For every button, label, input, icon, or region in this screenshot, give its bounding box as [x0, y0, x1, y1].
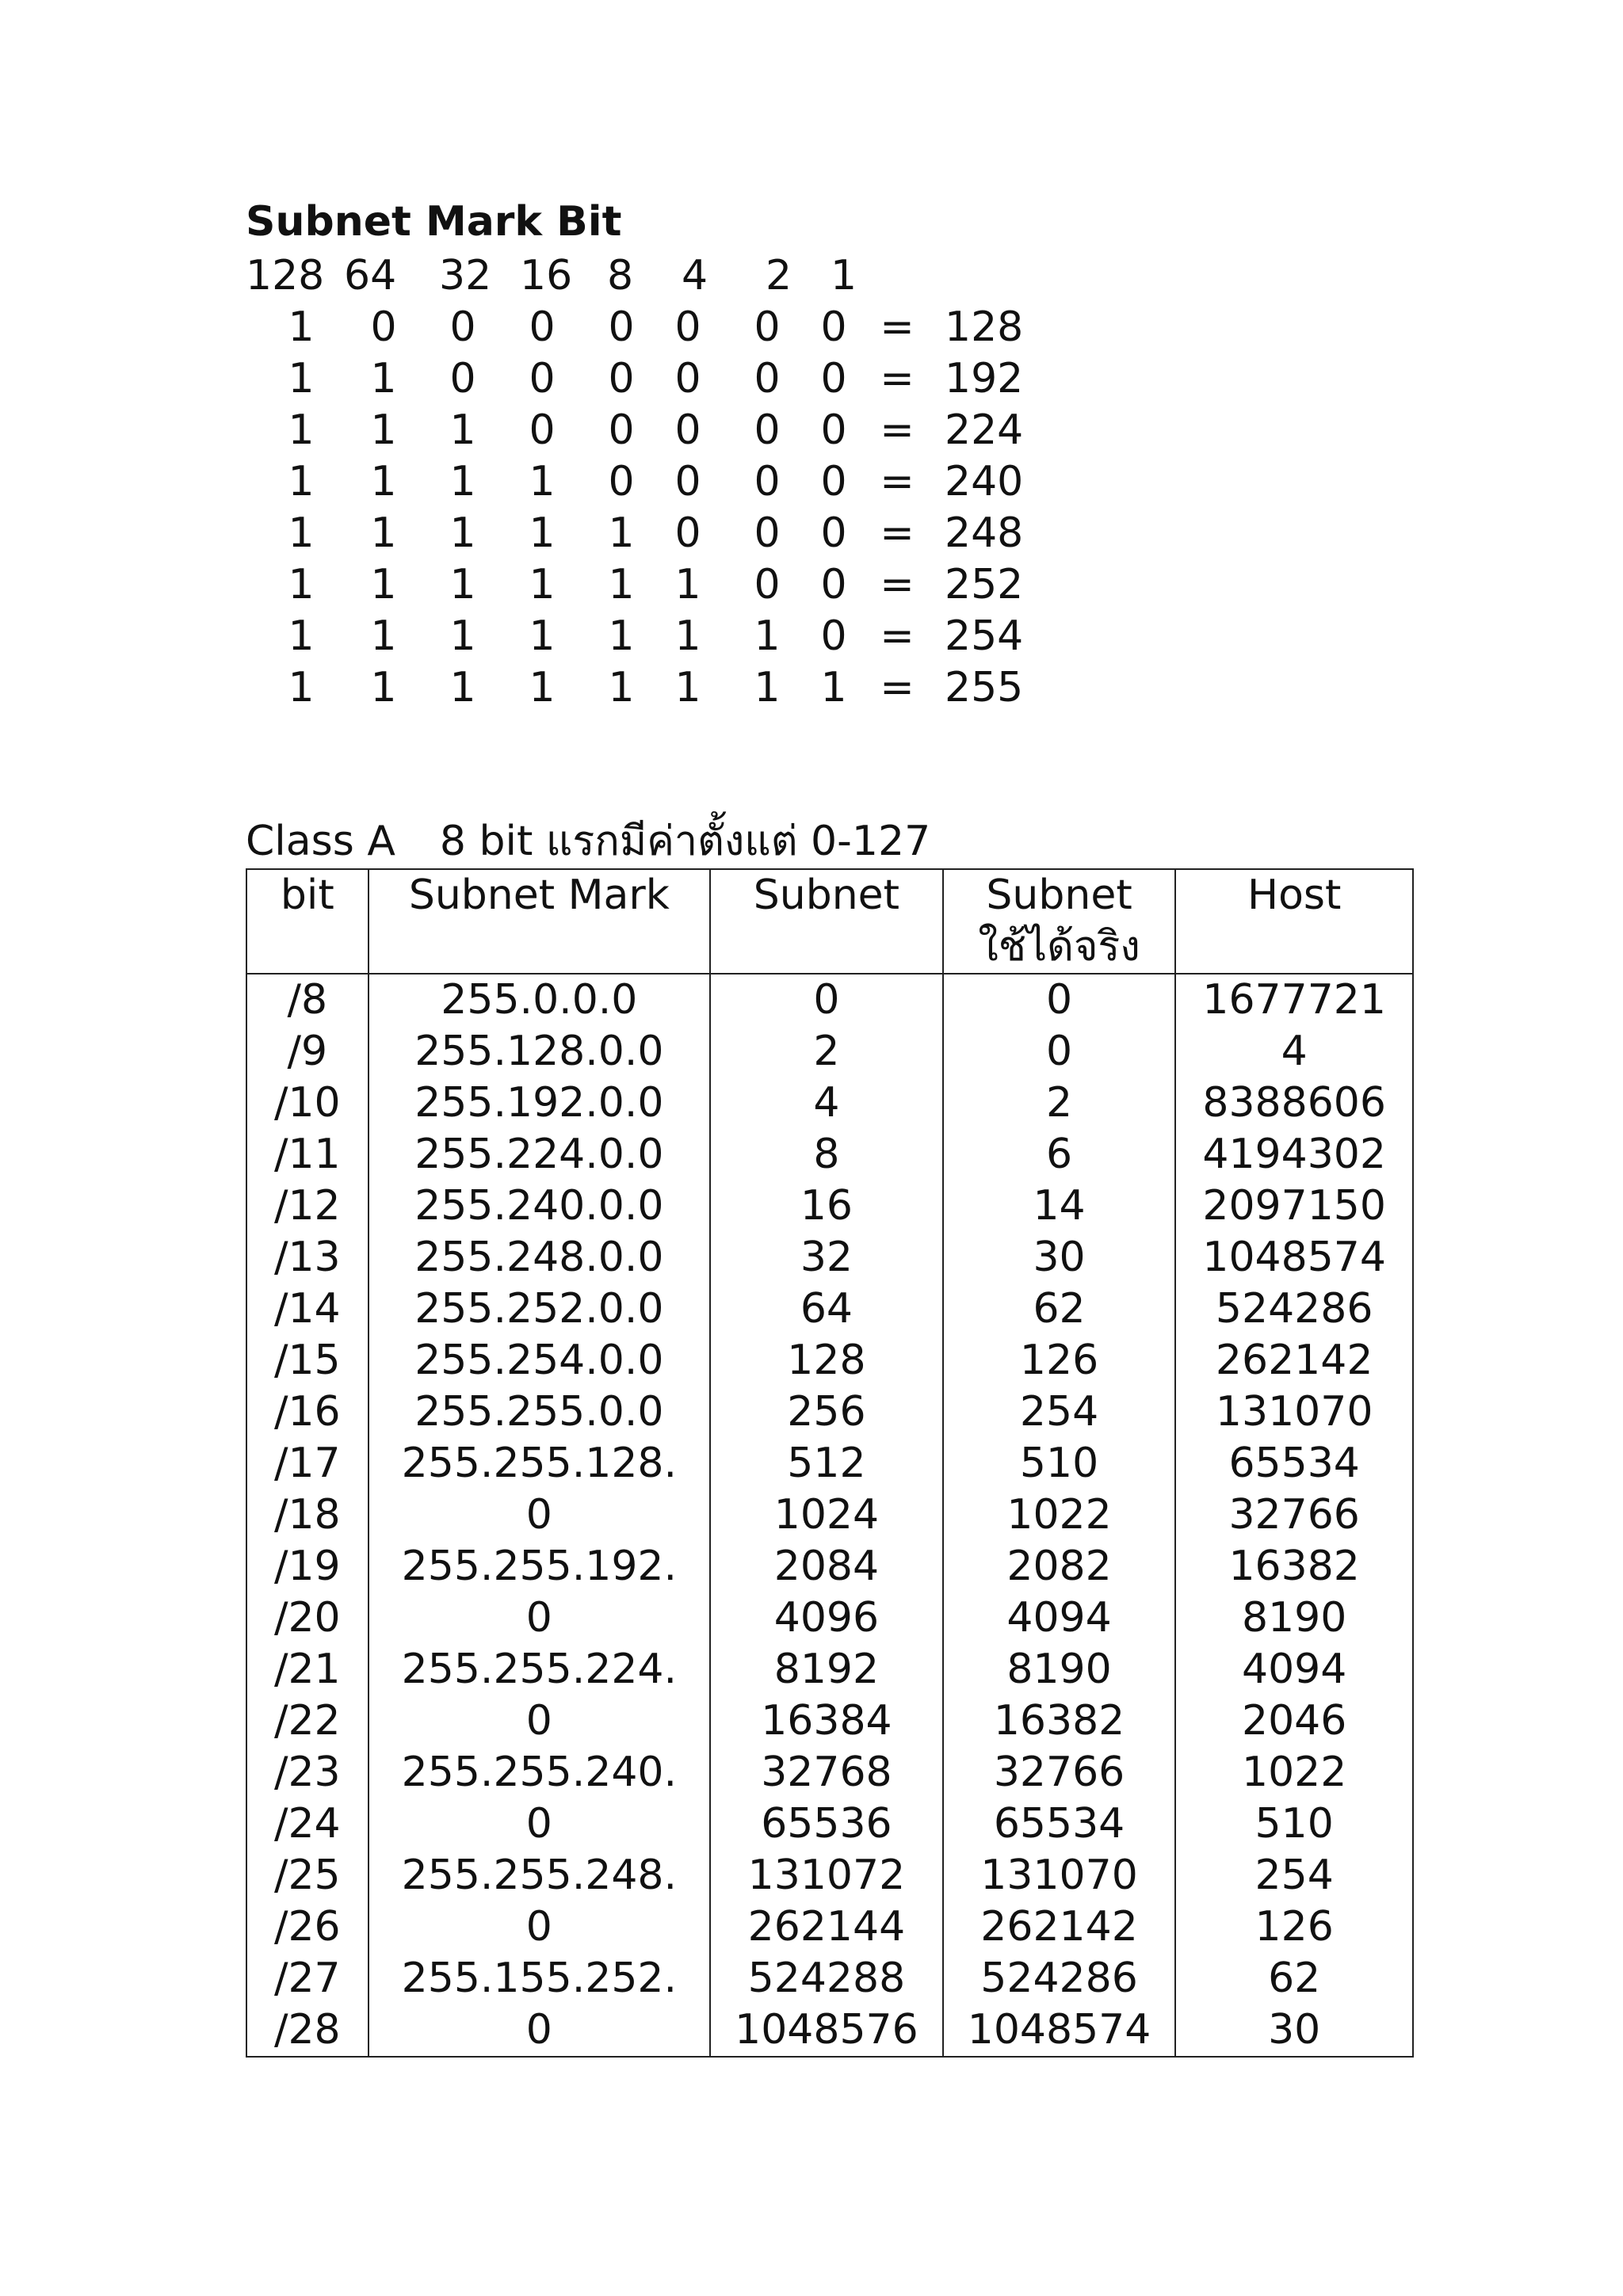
bit-weight: 64 — [344, 252, 397, 299]
cell-subnet-usable: 131070 — [943, 1850, 1176, 1901]
cell-subnet-usable: 0 — [943, 1026, 1176, 1077]
table-row — [246, 1541, 1413, 1592]
cell-subnet-mark: 0 — [369, 1489, 711, 1541]
cell-host: 4 — [1175, 1026, 1413, 1077]
bit-value: 0 — [608, 355, 635, 402]
cell-bit: /8 — [246, 974, 369, 1026]
class-label: Class A — [246, 818, 395, 865]
bit-value: 0 — [754, 303, 781, 351]
bit-value: 1 — [370, 458, 397, 505]
cell-bit: /18 — [246, 1489, 369, 1541]
bit-value: 1 — [754, 612, 781, 660]
header-subnet-usable — [943, 869, 1176, 974]
cell-bit: /28 — [246, 2004, 369, 2057]
bit-weight: 16 — [520, 252, 573, 299]
bit-value: 0 — [820, 355, 847, 402]
bit-value: 1 — [608, 664, 635, 711]
cell-subnet-mark: 255.255.192. — [369, 1541, 711, 1592]
cell-host: 16382 — [1175, 1541, 1413, 1592]
cell-subnet-usable: 16382 — [943, 1695, 1176, 1747]
cell-subnet-usable: 126 — [943, 1335, 1176, 1386]
cell-host: 1022 — [1175, 1747, 1413, 1798]
bit-value: 0 — [674, 355, 701, 402]
cell-host: 2097150 — [1175, 1180, 1413, 1232]
cell-subnet: 16384 — [710, 1695, 943, 1747]
table-header-row — [246, 869, 1413, 974]
bit-value: 0 — [820, 406, 847, 454]
table-row — [246, 1747, 1413, 1798]
bit-value: 1 — [608, 612, 635, 660]
cell-subnet: 32 — [710, 1232, 943, 1283]
bit-value: 1 — [449, 612, 476, 660]
bit-value: 0 — [608, 458, 635, 505]
table-row — [246, 1180, 1413, 1232]
bit-weight: 4 — [682, 252, 708, 299]
bit-value: 1 — [370, 664, 397, 711]
mask-octet-value: 240 — [945, 458, 1024, 505]
bit-value: 1 — [674, 664, 701, 711]
table-row — [246, 1489, 1413, 1541]
cell-subnet: 8 — [710, 1129, 943, 1180]
cell-subnet-usable: 2082 — [943, 1541, 1176, 1592]
cell-subnet-mark: 255.255.128. — [369, 1438, 711, 1489]
bit-value: 1 — [529, 664, 556, 711]
bit-value: 0 — [820, 458, 847, 505]
cell-subnet-usable: 32766 — [943, 1747, 1176, 1798]
cell-host: 524286 — [1175, 1283, 1413, 1335]
cell-subnet: 131072 — [710, 1850, 943, 1901]
cell-subnet-usable: 4094 — [943, 1592, 1176, 1644]
cell-subnet: 2084 — [710, 1541, 943, 1592]
cell-subnet-mark: 0 — [369, 1592, 711, 1644]
cell-subnet: 1024 — [710, 1489, 943, 1541]
cell-subnet: 8192 — [710, 1644, 943, 1695]
cell-subnet: 0 — [710, 974, 943, 1026]
cell-bit: /16 — [246, 1386, 369, 1438]
cell-subnet-mark: 255.255.0.0 — [369, 1386, 711, 1438]
cell-subnet: 16 — [710, 1180, 943, 1232]
table-row — [246, 1644, 1413, 1695]
bit-value: 1 — [529, 612, 556, 660]
cell-subnet: 2 — [710, 1026, 943, 1077]
cell-subnet-mark: 255.252.0.0 — [369, 1283, 711, 1335]
bit-value: 1 — [370, 509, 397, 557]
equals-sign: = — [880, 561, 915, 608]
cell-subnet-usable: 30 — [943, 1232, 1176, 1283]
mask-octet-value: 255 — [945, 664, 1024, 711]
header-subnet-usable-line1: Subnet — [986, 871, 1132, 919]
bit-value: 0 — [529, 406, 556, 454]
cell-subnet-mark: 255.128.0.0 — [369, 1026, 711, 1077]
mask-octet-value: 254 — [945, 612, 1024, 660]
cell-host: 131070 — [1175, 1386, 1413, 1438]
cell-subnet: 128 — [710, 1335, 943, 1386]
equals-sign: = — [880, 355, 915, 402]
equals-sign: = — [880, 664, 915, 711]
bit-value: 1 — [288, 355, 315, 402]
cell-subnet: 262144 — [710, 1901, 943, 1953]
cell-subnet-usable: 6 — [943, 1129, 1176, 1180]
table-row — [246, 1077, 1413, 1129]
cell-subnet-usable: 8190 — [943, 1644, 1176, 1695]
table-row — [246, 1026, 1413, 1077]
bit-value: 0 — [674, 458, 701, 505]
bit-value: 0 — [449, 303, 476, 351]
cell-subnet-usable: 524286 — [943, 1953, 1176, 2004]
bit-value: 1 — [529, 561, 556, 608]
bit-value: 0 — [754, 458, 781, 505]
cell-host: 510 — [1175, 1798, 1413, 1850]
cell-bit: /9 — [246, 1026, 369, 1077]
cell-subnet-usable: 0 — [943, 974, 1176, 1026]
mask-octet-value: 252 — [945, 561, 1024, 608]
cell-subnet: 4096 — [710, 1592, 943, 1644]
cell-host: 262142 — [1175, 1335, 1413, 1386]
equals-sign: = — [880, 406, 915, 454]
bit-value: 1 — [674, 561, 701, 608]
cell-subnet-mark: 255.224.0.0 — [369, 1129, 711, 1180]
table-row — [246, 2004, 1413, 2057]
cell-host: 65534 — [1175, 1438, 1413, 1489]
cell-subnet-usable: 254 — [943, 1386, 1176, 1438]
cell-subnet-usable: 1022 — [943, 1489, 1176, 1541]
header-subnet: Subnet — [710, 869, 943, 974]
bit-value: 1 — [449, 561, 476, 608]
bit-value: 0 — [674, 509, 701, 557]
cell-bit: /19 — [246, 1541, 369, 1592]
bit-value: 0 — [754, 509, 781, 557]
cell-subnet-usable: 62 — [943, 1283, 1176, 1335]
bit-value: 1 — [449, 509, 476, 557]
cell-bit: /24 — [246, 1798, 369, 1850]
bit-value: 0 — [608, 406, 635, 454]
bit-value: 0 — [754, 406, 781, 454]
cell-subnet-mark: 255.155.252. — [369, 1953, 711, 2004]
bit-value: 1 — [529, 458, 556, 505]
mask-octet-value: 128 — [945, 303, 1024, 351]
cell-host: 30 — [1175, 2004, 1413, 2057]
cell-subnet: 512 — [710, 1438, 943, 1489]
bit-value: 1 — [370, 612, 397, 660]
cell-bit: /14 — [246, 1283, 369, 1335]
equals-sign: = — [880, 509, 915, 557]
bit-value: 0 — [674, 406, 701, 454]
cell-subnet: 32768 — [710, 1747, 943, 1798]
header-subnet-usable-line2: ใช้ได้จริง — [978, 923, 1140, 971]
bit-value: 1 — [608, 561, 635, 608]
bit-value: 1 — [674, 612, 701, 660]
bit-value: 0 — [529, 303, 556, 351]
bit-weight: 2 — [766, 252, 792, 299]
bit-value: 1 — [370, 561, 397, 608]
cell-bit: /13 — [246, 1232, 369, 1283]
bit-value: 0 — [449, 355, 476, 402]
table-row — [246, 974, 1413, 1026]
bit-value: 1 — [449, 458, 476, 505]
bit-weight: 32 — [439, 252, 492, 299]
bit-value: 1 — [529, 509, 556, 557]
bit-weight: 128 — [246, 252, 325, 299]
bit-value: 1 — [288, 561, 315, 608]
cell-subnet-mark: 0 — [369, 1695, 711, 1747]
cell-host: 8190 — [1175, 1592, 1413, 1644]
cell-bit: /11 — [246, 1129, 369, 1180]
table-row — [246, 1850, 1413, 1901]
cell-host: 2046 — [1175, 1695, 1413, 1747]
bit-value: 1 — [288, 406, 315, 454]
bit-value: 1 — [754, 664, 781, 711]
mask-octet-value: 192 — [945, 355, 1024, 402]
bit-value: 1 — [288, 509, 315, 557]
bit-weight: 1 — [831, 252, 857, 299]
bit-value: 0 — [820, 612, 847, 660]
table-row — [246, 1592, 1413, 1644]
cell-subnet-mark: 255.248.0.0 — [369, 1232, 711, 1283]
cell-subnet-mark: 255.192.0.0 — [369, 1077, 711, 1129]
table-row — [246, 1335, 1413, 1386]
cell-subnet: 524288 — [710, 1953, 943, 2004]
cell-subnet-mark: 0 — [369, 2004, 711, 2057]
cell-subnet-usable: 262142 — [943, 1901, 1176, 1953]
equals-sign: = — [880, 458, 915, 505]
table-row — [246, 1232, 1413, 1283]
cell-subnet: 256 — [710, 1386, 943, 1438]
cell-bit: /12 — [246, 1180, 369, 1232]
table-row — [246, 1129, 1413, 1180]
bit-value: 1 — [288, 303, 315, 351]
equals-sign: = — [880, 612, 915, 660]
bit-value: 0 — [529, 355, 556, 402]
bit-value: 0 — [608, 303, 635, 351]
class-a-caption — [246, 813, 930, 870]
cell-host: 4094 — [1175, 1644, 1413, 1695]
table-row — [246, 1438, 1413, 1489]
cell-subnet: 1048576 — [710, 2004, 943, 2057]
cell-subnet-mark: 255.0.0.0 — [369, 974, 711, 1026]
cell-bit: /25 — [246, 1850, 369, 1901]
cell-host: 4194302 — [1175, 1129, 1413, 1180]
cell-host: 32766 — [1175, 1489, 1413, 1541]
cell-subnet: 65536 — [710, 1798, 943, 1850]
bit-value: 1 — [370, 406, 397, 454]
bit-value: 0 — [820, 509, 847, 557]
cell-subnet-usable: 65534 — [943, 1798, 1176, 1850]
table-row — [246, 1386, 1413, 1438]
cell-host: 62 — [1175, 1953, 1413, 2004]
bit-value: 0 — [820, 303, 847, 351]
cell-subnet-mark: 255.240.0.0 — [369, 1180, 711, 1232]
bit-value: 1 — [820, 664, 847, 711]
bit-weight: 8 — [607, 252, 634, 299]
bit-value: 0 — [674, 303, 701, 351]
bit-value: 1 — [288, 664, 315, 711]
cell-subnet-mark: 255.255.224. — [369, 1644, 711, 1695]
bit-value: 1 — [370, 355, 397, 402]
cell-bit: /10 — [246, 1077, 369, 1129]
table-row — [246, 1798, 1413, 1850]
bit-value: 1 — [449, 406, 476, 454]
cell-bit: /27 — [246, 1953, 369, 2004]
cell-bit: /15 — [246, 1335, 369, 1386]
cell-host: 1677721 — [1175, 974, 1413, 1026]
cell-subnet: 4 — [710, 1077, 943, 1129]
table-row — [246, 1953, 1413, 2004]
cell-bit: /23 — [246, 1747, 369, 1798]
cell-subnet-usable: 1048574 — [943, 2004, 1176, 2057]
bit-value: 1 — [449, 664, 476, 711]
bit-value: 1 — [608, 509, 635, 557]
cell-host: 1048574 — [1175, 1232, 1413, 1283]
class-range-text: 8 bit แรกมีค่าตั้งแต่ 0-127 — [439, 818, 931, 865]
cell-subnet-mark: 0 — [369, 1798, 711, 1850]
bit-value: 0 — [820, 561, 847, 608]
bit-value: 1 — [288, 458, 315, 505]
bit-value: 0 — [370, 303, 397, 351]
cell-subnet-mark: 0 — [369, 1901, 711, 1953]
cell-subnet-usable: 2 — [943, 1077, 1176, 1129]
header-subnet-mark: Subnet Mark — [369, 869, 711, 974]
bit-value: 0 — [754, 561, 781, 608]
cell-bit: /20 — [246, 1592, 369, 1644]
table-row — [246, 1695, 1413, 1747]
cell-subnet-mark: 255.255.248. — [369, 1850, 711, 1901]
bit-value: 1 — [288, 612, 315, 660]
section-heading: Subnet Mark Bit — [246, 198, 622, 246]
cell-host: 126 — [1175, 1901, 1413, 1953]
cell-bit: /21 — [246, 1644, 369, 1695]
cell-subnet-mark: 255.255.240. — [369, 1747, 711, 1798]
mask-octet-value: 224 — [945, 406, 1024, 454]
class-a-subnet-table — [246, 868, 1414, 2058]
cell-subnet: 64 — [710, 1283, 943, 1335]
cell-subnet-usable: 14 — [943, 1180, 1176, 1232]
table-row — [246, 1901, 1413, 1953]
mask-octet-value: 248 — [945, 509, 1024, 557]
cell-bit: /26 — [246, 1901, 369, 1953]
cell-subnet-usable: 510 — [943, 1438, 1176, 1489]
table-row — [246, 1283, 1413, 1335]
bit-value: 0 — [754, 355, 781, 402]
cell-bit: /17 — [246, 1438, 369, 1489]
cell-bit: /22 — [246, 1695, 369, 1747]
equals-sign: = — [880, 303, 915, 351]
cell-subnet-mark: 255.254.0.0 — [369, 1335, 711, 1386]
header-host: Host — [1175, 869, 1413, 974]
cell-host: 8388606 — [1175, 1077, 1413, 1129]
cell-host: 254 — [1175, 1850, 1413, 1901]
header-bit: bit — [246, 869, 369, 974]
